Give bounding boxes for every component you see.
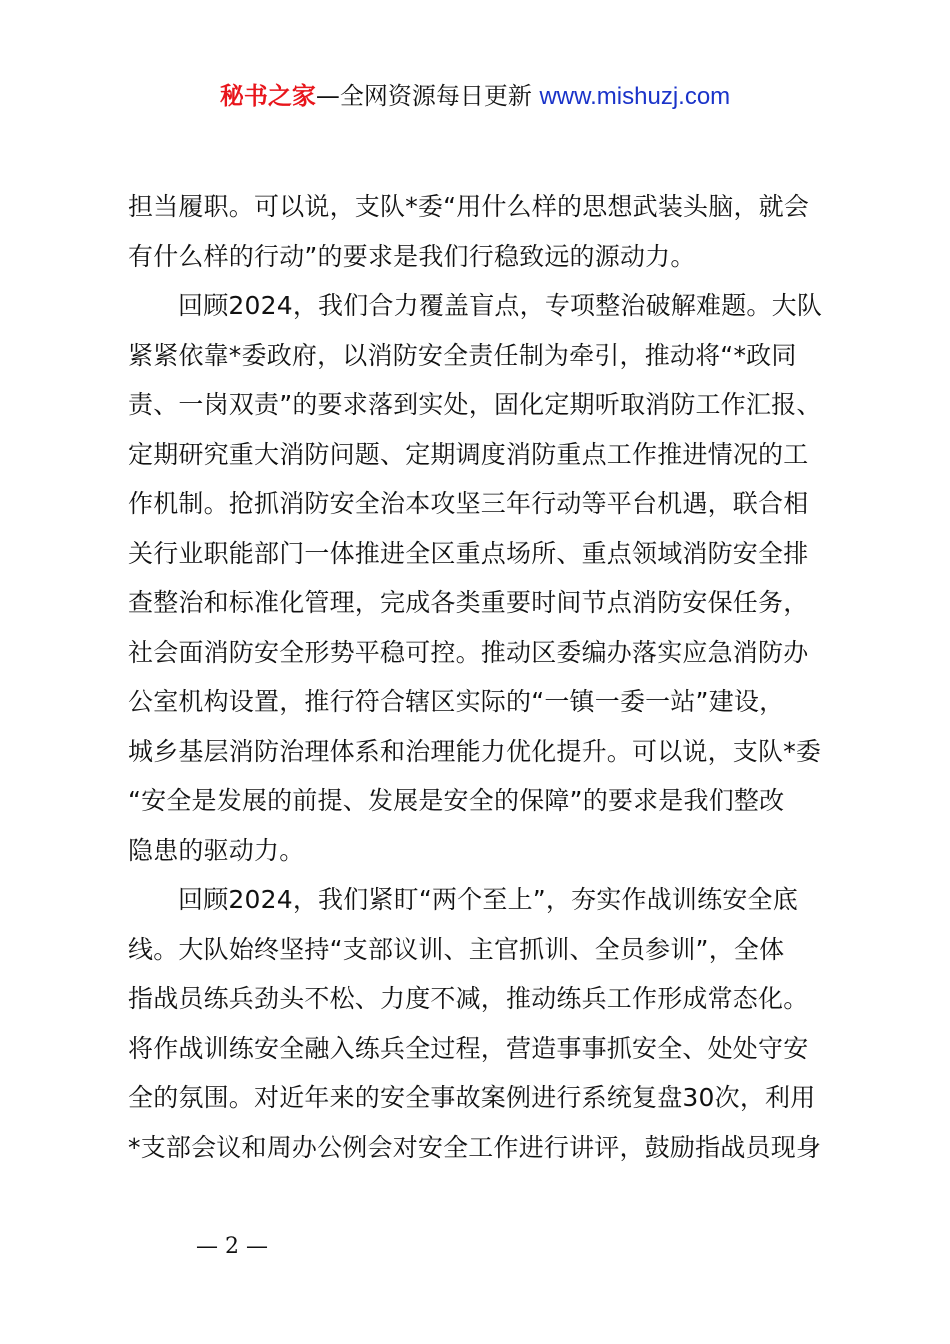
text-line: 紧紧依靠*委政府，以消防安全责任制为牵引，推动将“*政同 [128, 340, 797, 370]
text-line: 全的氛围。对近年来的安全事故案例进行系统复盘30次，利用 [128, 1083, 816, 1112]
text-line: 将作战训练安全融入练兵全过程，营造事事抓安全、处处守安 [128, 1033, 809, 1063]
page-number: — 2 — [196, 1234, 268, 1259]
text-line: 公室机构设置，推行符合辖区实际的“一镇一委一站”建设， [128, 687, 785, 716]
text-line: 线。大队始终坚持“支部议训、主官抓训、全员参训”，全体 [128, 934, 785, 964]
brand-name: 秘书之家 [219, 82, 316, 110]
header-url[interactable]: www.mishuzj.com [539, 83, 731, 110]
text-line: 定期研究重大消防问题、定期调度消防重点工作推进情况的工 [128, 439, 809, 469]
paragraph-start-line: 回顾2024，我们紧盯“两个至上”，夯实作战训练安全底 [178, 885, 798, 914]
site-header [0, 78, 950, 115]
text-line: 指战员练兵劲头不松、力度不减，推动练兵工作形成常态化。 [128, 984, 809, 1013]
header-tagline: —全网资源每日更新 [315, 82, 540, 110]
text-line: 查整治和标准化管理，完成各类重要时间节点消防安保任务， [128, 588, 809, 617]
text-line: 社会面消防安全形势平稳可控。推动区委编办落实应急消防办 [128, 637, 809, 667]
text-line: 责、一岗双责”的要求落到实处，固化定期听取消防工作汇报、 [128, 390, 822, 419]
paragraph-start-line: 回顾2024，我们合力覆盖盲点，专项整治破解难题。大队 [178, 291, 823, 320]
text-line: *支部会议和周办公例会对安全工作进行讲评，鼓励指战员现身 [128, 1132, 822, 1162]
text-line: 担当履职。可以说，支队*委“用什么样的思想武装头脑，就会 [128, 192, 810, 221]
text-line: 城乡基层消防治理体系和治理能力优化提升。可以说，支队*委 [128, 736, 822, 766]
text-line: 作机制。抢抓消防安全治本攻坚三年行动等平台机遇，联合相 [128, 489, 809, 518]
document-body [128, 182, 838, 1172]
text-line: 隐患的驱动力。 [128, 835, 305, 865]
text-line: 关行业职能部门一体推进全区重点场所、重点领域消防安全排 [128, 538, 809, 568]
text-line: 有什么样的行动”的要求是我们行稳致远的源动力。 [128, 241, 696, 271]
text-line: “安全是发展的前提、发展是安全的保障”的要求是我们整改 [128, 786, 785, 815]
